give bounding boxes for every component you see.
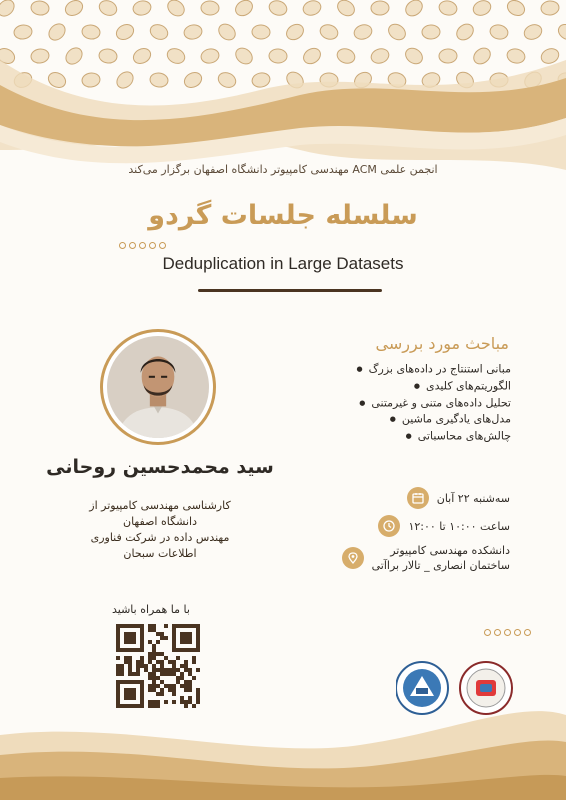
event-date xyxy=(407,487,510,509)
walnut-icon xyxy=(506,47,527,65)
walnut-icon xyxy=(386,21,409,43)
location-line: ساختمان انصاری _ تالار براآتی xyxy=(371,559,510,572)
walnut-icon xyxy=(454,21,477,43)
walnut-icon xyxy=(165,0,188,19)
topic-item: چالش‌های محاسباتی ● xyxy=(357,428,511,445)
walnut-icon xyxy=(438,0,459,17)
speaker-photo xyxy=(107,336,209,438)
join-text: با ما همراه باشید xyxy=(112,603,190,616)
walnut-icon xyxy=(81,24,101,40)
event-location xyxy=(342,543,510,573)
walnut-icon xyxy=(439,49,457,64)
topic-item: مدل‌های یادگیری ماشین ● xyxy=(357,411,511,428)
university-logos xyxy=(396,658,536,718)
calendar-icon xyxy=(407,487,429,509)
walnut-icon xyxy=(505,0,528,19)
walnut-icon xyxy=(98,48,118,64)
walnut-icon xyxy=(114,69,137,92)
location-pin-icon xyxy=(342,547,364,569)
walnut-icon xyxy=(201,1,220,16)
walnut-icon xyxy=(267,0,289,18)
walnut-icon xyxy=(251,71,272,89)
walnut-icon xyxy=(269,49,288,64)
qr-code[interactable] xyxy=(116,624,200,708)
walnut-icon xyxy=(335,46,357,65)
walnut-icon xyxy=(522,22,544,42)
walnut-icon xyxy=(148,22,170,42)
walnut-icon xyxy=(284,21,307,43)
location-line: دانشکده مهندسی کامپیوتر xyxy=(390,544,510,557)
walnut-icon xyxy=(471,0,493,18)
speaker-bio xyxy=(40,498,280,562)
topics-list xyxy=(357,361,511,445)
speaker-name: سید محمدحسین روحانی xyxy=(46,456,274,478)
event-time-text: ساعت ۱۰:۰۰ تا ۱۲:۰۰ xyxy=(408,519,510,533)
walnut-icon xyxy=(63,0,86,18)
walnut-icon xyxy=(216,21,239,43)
event-time xyxy=(378,515,510,537)
walnut-icon xyxy=(556,21,566,42)
walnut-icon xyxy=(81,72,101,88)
walnut-icon xyxy=(489,23,510,41)
university-logo xyxy=(396,662,448,714)
walnut-icon xyxy=(403,0,426,19)
event-title: سلسله جلسات گردو xyxy=(148,200,418,231)
walnut-icon xyxy=(149,72,169,88)
walnut-icon xyxy=(132,0,153,17)
walnut-icon xyxy=(371,1,389,16)
walnut-icon xyxy=(165,46,187,66)
walnut-icon xyxy=(369,47,390,66)
footer-dots-decoration xyxy=(484,629,531,636)
speaker-bio-line: مهندس داده در شرکت فناوری xyxy=(90,531,230,544)
walnut-icon xyxy=(471,45,494,67)
walnut-icon xyxy=(63,45,86,68)
speaker-bio-line: دانشگاه اصفهان xyxy=(123,515,197,528)
walnut-icon xyxy=(233,45,256,67)
speaker-bio-line: کارشناسی مهندسی کامپیوتر از xyxy=(89,499,231,512)
organizer-line: انجمن علمی ACM مهندسی کامپیوتر دانشگاه اصفهان برگزار می‌کند xyxy=(128,163,438,176)
walnut-icon xyxy=(216,70,238,90)
walnut-icon xyxy=(114,22,137,43)
walnut-icon xyxy=(0,0,17,19)
walnut-icon xyxy=(131,46,154,67)
topic-item: تحلیل داده‌های متنی و غیرمتنی ● xyxy=(357,395,511,412)
walnut-icon xyxy=(97,0,119,18)
clock-icon xyxy=(378,515,400,537)
walnut-icon xyxy=(422,25,440,40)
walnut-icon xyxy=(252,25,271,40)
title-divider xyxy=(198,289,382,292)
walnut-icon xyxy=(318,22,340,41)
speaker-photo-frame xyxy=(100,329,216,445)
topic-item: الگوریتم‌های کلیدی ● xyxy=(357,378,511,395)
walnut-icon xyxy=(403,45,426,67)
walnut-icon xyxy=(233,0,256,19)
walnut-icon xyxy=(183,23,204,41)
walnut-icon xyxy=(46,21,69,44)
topic-item: مبانی استنتاج در داده‌های بزرگ ● xyxy=(357,361,511,378)
speaker-bio-line: اطلاعات سبحان xyxy=(123,547,197,560)
walnut-icon xyxy=(30,48,50,64)
event-subtitle: Deduplication in Large Datasets xyxy=(162,254,404,273)
title-dots-decoration xyxy=(119,242,166,249)
walnut-icon xyxy=(335,0,358,19)
walnut-icon xyxy=(540,0,560,16)
walnut-icon xyxy=(352,23,373,42)
walnut-icon xyxy=(200,47,221,65)
acm-logo xyxy=(460,662,512,714)
walnut-icon xyxy=(301,0,322,17)
walnut-icon xyxy=(13,24,33,40)
walnut-pattern xyxy=(0,0,566,91)
topics-heading: مباحث مورد بررسی xyxy=(375,334,509,353)
walnut-icon xyxy=(301,45,324,67)
walnut-icon xyxy=(30,0,50,16)
walnut-icon xyxy=(182,70,205,91)
event-date-text: سه‌شنبه ۲۲ آبان xyxy=(436,491,510,505)
